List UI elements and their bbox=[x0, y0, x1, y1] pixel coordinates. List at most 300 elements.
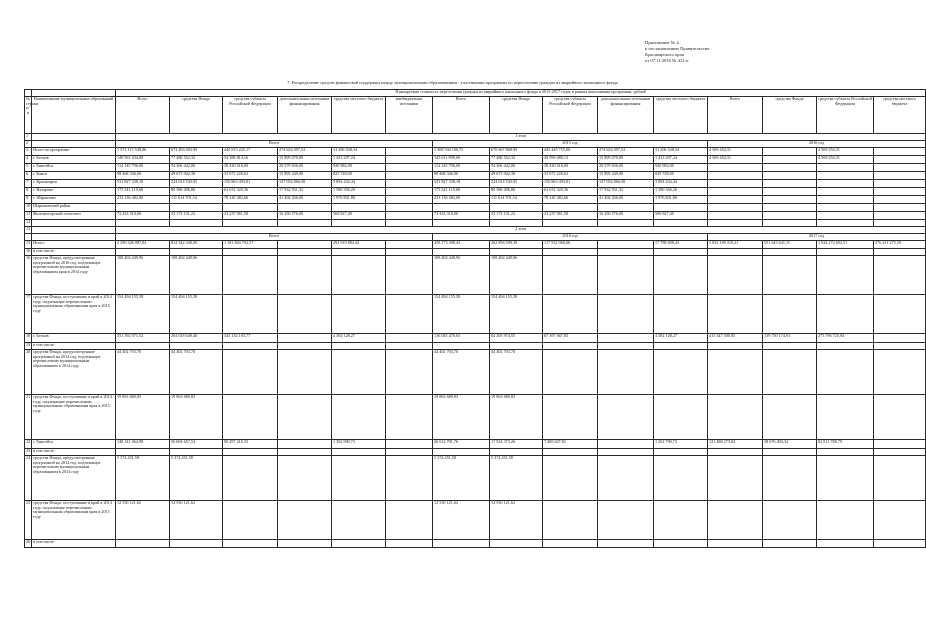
value-cell: 224 014 543,95 bbox=[170, 180, 223, 188]
value-cell: 275 796 725,94 bbox=[817, 334, 874, 343]
value-cell bbox=[386, 343, 433, 350]
table-row bbox=[25, 188, 926, 196]
value-cell: 54 306 442,00 bbox=[490, 164, 543, 172]
value-cell bbox=[543, 456, 598, 501]
row-number: 11 bbox=[25, 212, 32, 220]
value-cell: 156 863 493,81 bbox=[223, 180, 278, 188]
value-cell bbox=[278, 343, 332, 350]
value-cell: 63 631 320,36 bbox=[543, 188, 598, 196]
value-cell: 49 599 080,13 bbox=[543, 156, 598, 164]
table-row bbox=[25, 212, 926, 220]
value-cell: 82 811 788,79 bbox=[817, 440, 874, 449]
value-cell bbox=[598, 295, 654, 334]
group-year: 2016 год bbox=[708, 141, 926, 148]
value-cell bbox=[386, 212, 433, 220]
value-cell: 111 614 701,54 bbox=[170, 196, 223, 204]
value-cell: 1 976 831,80 bbox=[332, 196, 386, 204]
value-cell: 56 604 657,54 bbox=[170, 440, 223, 449]
value-cell: 26 612 791,76 bbox=[433, 440, 490, 449]
row-name: г. Бегнов bbox=[32, 334, 116, 343]
value-cell: 276 211 275,59 bbox=[874, 241, 926, 249]
value-cell bbox=[386, 256, 433, 295]
row-name: средства Фонда, поступившие в край в 2014 году, подлежащие перечислению муниципальным образованиям края в 2015 году bbox=[32, 295, 116, 334]
header-cell-name: Наименование муниципальных образований bbox=[32, 97, 116, 134]
row-number: 6 bbox=[25, 172, 32, 180]
value-cell: 147 054 866,50 bbox=[278, 180, 332, 188]
value-cell bbox=[763, 188, 817, 196]
value-cell: 41 404 436,00 bbox=[278, 196, 332, 204]
value-cell bbox=[654, 295, 708, 334]
value-cell: 17 932 931,32 bbox=[598, 188, 654, 196]
value-cell bbox=[543, 249, 598, 256]
value-cell: 49 673 942,38 bbox=[170, 172, 223, 180]
value-cell: 44 402 703,70 bbox=[433, 350, 490, 395]
row-number: 5 bbox=[25, 164, 32, 172]
header-cell: средства Фонда bbox=[170, 97, 223, 134]
value-cell bbox=[708, 540, 763, 548]
value-cell bbox=[598, 456, 654, 501]
value-cell bbox=[598, 256, 654, 295]
value-cell: 114 145 796,00 bbox=[116, 164, 170, 172]
value-cell bbox=[543, 449, 598, 456]
value-cell: 12 550 121,62 bbox=[170, 501, 223, 540]
table-cell bbox=[116, 220, 170, 227]
value-cell: 940 982,00 bbox=[332, 164, 386, 172]
value-cell: 80 396 496,80 bbox=[490, 188, 543, 196]
value-cell bbox=[386, 395, 433, 440]
value-cell: 49 673 942,38 bbox=[490, 172, 543, 180]
value-cell: 175 541 110,68 bbox=[433, 188, 490, 196]
value-cell: 440 815 225,17 bbox=[223, 148, 278, 156]
table-row bbox=[25, 501, 926, 540]
value-cell bbox=[332, 295, 386, 334]
table-row bbox=[25, 134, 926, 141]
value-cell: 139 750 174,91 bbox=[763, 334, 817, 343]
value-cell bbox=[278, 501, 332, 540]
value-cell bbox=[598, 440, 654, 449]
value-cell: 31 206 548,34 bbox=[332, 148, 386, 156]
value-cell bbox=[386, 350, 433, 395]
table-cell bbox=[598, 220, 654, 227]
value-cell bbox=[278, 256, 332, 295]
value-cell: 73 433 310,00 bbox=[433, 212, 490, 220]
value-cell bbox=[433, 540, 490, 548]
value-cell bbox=[708, 343, 763, 350]
value-cell: 121 488 273,04 bbox=[708, 440, 763, 449]
table-row bbox=[25, 343, 926, 350]
value-cell: 108 402 449,96 bbox=[170, 256, 223, 295]
table-row bbox=[25, 256, 926, 295]
table-row bbox=[25, 295, 926, 334]
table-row bbox=[25, 180, 926, 188]
value-cell bbox=[874, 164, 926, 172]
value-cell bbox=[223, 456, 278, 501]
value-cell bbox=[763, 449, 817, 456]
value-cell: 531 827 338,18 bbox=[433, 180, 490, 188]
row-name: средства Фонда, предусмотренные программой на 2016 год, подлежащие перечислению муниципальным образованиям края в 2014 году bbox=[32, 256, 116, 295]
value-cell bbox=[490, 540, 543, 548]
header-cell: средства субъекта Российской Федерации bbox=[817, 97, 874, 134]
row-name: Итого: bbox=[32, 241, 116, 249]
value-cell: 15 895 249,00 bbox=[598, 172, 654, 180]
value-cell: 90 297 416,33 bbox=[223, 440, 278, 449]
value-cell: 17 924 373,26 bbox=[490, 440, 543, 449]
table-row bbox=[25, 234, 926, 241]
limit-note: Планируемая стоимость переселения граждан из аварийного жилищного фонда в 2015-2017 годах в рамках выполнения программы, рублей bbox=[116, 90, 926, 97]
value-cell bbox=[223, 449, 278, 456]
value-cell bbox=[598, 343, 654, 350]
row-name: г. Енисейск bbox=[32, 440, 116, 449]
value-cell: 175 541 110,68 bbox=[116, 188, 170, 196]
value-cell bbox=[278, 334, 332, 343]
row-number: 1 bbox=[25, 134, 32, 141]
row-number: 9 bbox=[25, 196, 32, 204]
value-cell bbox=[817, 395, 874, 440]
value-cell bbox=[278, 440, 332, 449]
value-cell: 33 073 226,62 bbox=[223, 172, 278, 180]
value-cell: 1 580 356,20 bbox=[332, 188, 386, 196]
header-cell: средства субъекта Российской Федерации bbox=[223, 97, 278, 134]
row-number: 20 bbox=[25, 350, 32, 395]
value-cell bbox=[874, 540, 926, 548]
value-cell: 443 445 755,06 bbox=[543, 148, 598, 156]
value-cell bbox=[874, 343, 926, 350]
annex-line: к постановлению Правительства bbox=[645, 46, 709, 51]
value-cell: 16 450 576,00 bbox=[598, 212, 654, 220]
table-cell bbox=[654, 220, 708, 227]
value-cell bbox=[817, 180, 874, 188]
value-cell bbox=[598, 501, 654, 540]
value-cell: 38 320 616,00 bbox=[543, 164, 598, 172]
row-number: 3 bbox=[25, 148, 32, 156]
value-cell bbox=[874, 196, 926, 204]
group-total: Всего bbox=[116, 141, 433, 148]
value-cell bbox=[223, 501, 278, 540]
value-cell: 114 145 796,00 bbox=[433, 164, 490, 172]
value-cell bbox=[874, 256, 926, 295]
value-cell bbox=[817, 540, 874, 548]
value-cell bbox=[763, 212, 817, 220]
value-cell bbox=[598, 334, 654, 343]
table-row bbox=[25, 164, 926, 172]
header-cell: дополнительные источники финансирования bbox=[278, 97, 332, 134]
header-cell: средства местного бюджета bbox=[654, 97, 708, 134]
value-cell: 145 011 999,69 bbox=[433, 156, 490, 164]
value-cell: 20 579 656,00 bbox=[278, 164, 332, 172]
annex-line: от 07.11.2016 № 412-п bbox=[645, 58, 689, 63]
value-cell: 33 073 226,62 bbox=[543, 172, 598, 180]
value-cell: 98 468 346,00 bbox=[116, 172, 170, 180]
value-cell: 148 141 064,98 bbox=[116, 440, 170, 449]
value-cell bbox=[116, 540, 170, 548]
value-cell bbox=[874, 501, 926, 540]
value-cell bbox=[543, 395, 598, 440]
value-cell: 108 402 449,96 bbox=[433, 256, 490, 295]
value-cell bbox=[874, 440, 926, 449]
value-cell bbox=[332, 456, 386, 501]
value-cell bbox=[708, 350, 763, 395]
value-cell bbox=[763, 501, 817, 540]
value-cell: 44 402 703,70 bbox=[170, 350, 223, 395]
value-cell: 78 120 482,66 bbox=[223, 196, 278, 204]
table-row bbox=[25, 540, 926, 548]
row-name: средства Фонда, поступившие в край в 2014 году, подлежащие перечислению муниципальным образованиям края в 2015 году bbox=[32, 501, 116, 540]
header-cell: средства субъекта Российской Федерации bbox=[543, 97, 598, 134]
value-cell: 111 614 701,54 bbox=[490, 196, 543, 204]
value-cell: 15 899 070,00 bbox=[278, 156, 332, 164]
value-cell bbox=[763, 540, 817, 548]
value-cell bbox=[386, 501, 433, 540]
value-cell: 54 306 442,00 bbox=[170, 164, 223, 172]
value-cell bbox=[763, 249, 817, 256]
value-cell: 12 550 121,62 bbox=[433, 501, 490, 540]
value-cell: 415 347 500,85 bbox=[708, 334, 763, 343]
value-cell bbox=[874, 456, 926, 501]
value-cell: 77 488 552,32 bbox=[490, 156, 543, 164]
value-cell bbox=[386, 172, 433, 180]
value-cell bbox=[386, 440, 433, 449]
value-cell: 292 919 884,42 bbox=[332, 241, 386, 249]
value-cell bbox=[654, 501, 708, 540]
value-cell bbox=[654, 350, 708, 395]
value-cell: 1 976 831,80 bbox=[654, 196, 708, 204]
value-cell bbox=[598, 241, 654, 249]
value-cell bbox=[278, 241, 332, 249]
value-cell bbox=[763, 164, 817, 172]
funding-table bbox=[24, 89, 926, 548]
value-cell bbox=[817, 295, 874, 334]
value-cell: 73 433 310,00 bbox=[116, 212, 170, 220]
value-cell bbox=[817, 456, 874, 501]
annex-block bbox=[645, 40, 775, 64]
value-cell: 12 550 121,62 bbox=[116, 501, 170, 540]
value-cell bbox=[278, 295, 332, 334]
table-cell bbox=[223, 220, 278, 227]
value-cell bbox=[543, 343, 598, 350]
table-row bbox=[25, 156, 926, 164]
value-cell: 64 265 974,55 bbox=[490, 334, 543, 343]
table-row bbox=[25, 395, 926, 440]
value-cell bbox=[543, 295, 598, 334]
value-cell: 44 402 703,70 bbox=[116, 350, 170, 395]
value-cell bbox=[708, 449, 763, 456]
header-cell: Всего bbox=[433, 97, 490, 134]
value-cell bbox=[763, 204, 817, 212]
value-cell: 4 569 454,31 bbox=[817, 156, 874, 164]
row-name: Железногорский сельсовет bbox=[32, 212, 116, 220]
row-name: г. Назарово bbox=[32, 188, 116, 196]
value-cell: 154 494 155,58 bbox=[170, 295, 223, 334]
value-cell: 154 494 155,58 bbox=[116, 295, 170, 334]
value-cell bbox=[708, 501, 763, 540]
value-cell: 117 532 960,66 bbox=[543, 241, 598, 249]
value-cell bbox=[708, 180, 763, 188]
value-cell: 233 136 482,00 bbox=[433, 196, 490, 204]
value-cell: 262 856 599,38 bbox=[490, 241, 543, 249]
value-cell bbox=[817, 256, 874, 295]
value-cell bbox=[874, 334, 926, 343]
value-cell bbox=[708, 196, 763, 204]
value-cell: 5 374 451,58 bbox=[170, 456, 223, 501]
value-cell: 551 392 971,52 bbox=[116, 334, 170, 343]
table-cell bbox=[386, 220, 433, 227]
value-cell: 16 450 576,00 bbox=[278, 212, 332, 220]
group-year: 2015 год bbox=[433, 141, 708, 148]
row-number: 2 bbox=[25, 141, 32, 148]
value-cell bbox=[386, 249, 433, 256]
value-cell: 44 402 703,70 bbox=[490, 350, 543, 395]
table-cell bbox=[278, 220, 332, 227]
row-name bbox=[32, 134, 116, 141]
value-cell bbox=[332, 249, 386, 256]
value-cell bbox=[386, 164, 433, 172]
row-name bbox=[32, 227, 116, 234]
value-cell bbox=[763, 180, 817, 188]
value-cell bbox=[278, 449, 332, 456]
row-number: 22 bbox=[25, 440, 32, 449]
value-cell bbox=[763, 395, 817, 440]
value-cell bbox=[708, 164, 763, 172]
value-cell bbox=[386, 188, 433, 196]
value-cell bbox=[817, 172, 874, 180]
value-cell bbox=[223, 540, 278, 548]
table-row bbox=[25, 227, 926, 234]
table-row bbox=[25, 440, 926, 449]
value-cell bbox=[708, 456, 763, 501]
table-row bbox=[25, 204, 926, 212]
row-number: 23 bbox=[25, 449, 32, 456]
value-cell: 38 676 494,34 bbox=[763, 440, 817, 449]
table-heading: 7. Распределение средств финансовой поддержки между муниципальными образованиями - участниками программы по переселению граждан из аварийного жилищного фонда bbox=[287, 80, 618, 85]
group-year: 2017 год bbox=[708, 234, 926, 241]
row-name: г. Енисейск bbox=[32, 164, 116, 172]
value-cell bbox=[763, 172, 817, 180]
value-cell bbox=[874, 249, 926, 256]
row-name: средства Фонда, поступившие в край в 2014 году, подлежащие перечислению муниципальным образованиям края в 2015 году bbox=[32, 395, 116, 440]
header-cell: Всего bbox=[116, 97, 170, 134]
value-cell: 1 573 113 549,06 bbox=[116, 148, 170, 156]
row-name: Шарыповский район bbox=[32, 204, 116, 212]
row-name: г. Шарыпово bbox=[32, 196, 116, 204]
value-cell bbox=[654, 256, 708, 295]
value-cell bbox=[817, 249, 874, 256]
value-cell: 4 569 454,31 bbox=[817, 148, 874, 156]
value-cell: 569 827,40 bbox=[332, 212, 386, 220]
value-cell: 54 188 814,16 bbox=[223, 156, 278, 164]
value-cell: 4 302 128,27 bbox=[332, 334, 386, 343]
value-cell: 156 863 493,81 bbox=[543, 180, 598, 188]
row-number: 10 bbox=[25, 204, 32, 212]
value-cell bbox=[763, 295, 817, 334]
value-cell bbox=[278, 540, 332, 548]
row-name: г. Бегнов bbox=[32, 156, 116, 164]
value-cell bbox=[874, 204, 926, 212]
value-cell bbox=[332, 350, 386, 395]
table-row bbox=[25, 249, 926, 256]
value-cell bbox=[654, 456, 708, 501]
value-cell bbox=[386, 241, 433, 249]
value-cell bbox=[874, 350, 926, 395]
value-cell: 940 982,00 bbox=[654, 164, 708, 172]
value-cell bbox=[654, 395, 708, 440]
value-cell: 19 863 680,83 bbox=[170, 395, 223, 440]
value-cell: 531 827 338,18 bbox=[116, 180, 170, 188]
value-cell bbox=[223, 343, 278, 350]
value-cell bbox=[598, 540, 654, 548]
table-cell bbox=[817, 220, 874, 227]
value-cell bbox=[278, 350, 332, 395]
value-cell bbox=[874, 148, 926, 156]
value-cell bbox=[386, 456, 433, 501]
header-cell: средства Фонда bbox=[763, 97, 817, 134]
value-cell: 224 014 543,95 bbox=[490, 180, 543, 188]
value-cell: 2 290 326 987,84 bbox=[116, 241, 170, 249]
value-cell: 814 342 340,09 bbox=[170, 241, 223, 249]
value-cell: 12 550 121,62 bbox=[490, 501, 543, 540]
value-cell bbox=[874, 449, 926, 456]
value-cell: 19 863 680,83 bbox=[433, 395, 490, 440]
value-cell bbox=[817, 212, 874, 220]
value-cell: 204 018 649,46 bbox=[170, 334, 223, 343]
value-cell: 343 134 103,77 bbox=[223, 334, 278, 343]
row-number: 25 bbox=[25, 501, 32, 540]
value-cell: 98 468 346,00 bbox=[433, 172, 490, 180]
value-cell bbox=[654, 249, 708, 256]
value-cell: 33 172 131,22 bbox=[490, 212, 543, 220]
header-cell: средства Фонда bbox=[490, 97, 543, 134]
value-cell: 825 728,00 bbox=[654, 172, 708, 180]
value-cell bbox=[708, 256, 763, 295]
value-cell bbox=[708, 204, 763, 212]
row-number: 4 bbox=[25, 156, 32, 164]
row-name bbox=[32, 220, 116, 227]
row-name: Итого по программе bbox=[32, 148, 116, 156]
value-cell bbox=[598, 449, 654, 456]
table-cell bbox=[543, 220, 598, 227]
value-cell bbox=[763, 256, 817, 295]
value-cell: 19 863 680,83 bbox=[490, 395, 543, 440]
value-cell: 670 667 868,99 bbox=[490, 148, 543, 156]
value-cell bbox=[332, 501, 386, 540]
value-cell bbox=[708, 188, 763, 196]
value-cell: 1 302 990,73 bbox=[332, 440, 386, 449]
value-cell bbox=[386, 334, 433, 343]
value-cell: 1 580 356,20 bbox=[654, 188, 708, 196]
value-cell bbox=[708, 295, 763, 334]
value-cell: 108 402 449,96 bbox=[116, 256, 170, 295]
value-cell bbox=[817, 188, 874, 196]
row-name: в том числе: bbox=[32, 540, 116, 548]
value-cell: 673 403 003,99 bbox=[170, 148, 223, 156]
value-cell bbox=[763, 343, 817, 350]
value-cell: 5 374 451,58 bbox=[116, 456, 170, 501]
value-cell bbox=[386, 180, 433, 188]
value-cell bbox=[223, 295, 278, 334]
value-cell bbox=[817, 350, 874, 395]
row-name: в том числе: bbox=[32, 449, 116, 456]
value-cell: 31 206 548,34 bbox=[654, 148, 708, 156]
stage-title: 2 этап bbox=[116, 227, 926, 234]
table-cell bbox=[763, 220, 817, 227]
value-cell bbox=[598, 395, 654, 440]
value-cell bbox=[874, 212, 926, 220]
row-name: средства Фонда, предусмотренные программой на 2014 год, подлежащие перечислению муниципальным образованиям в 2014 году bbox=[32, 456, 116, 501]
annex-line: Приложение № 4 bbox=[645, 40, 679, 45]
value-cell: 154 494 155,58 bbox=[433, 295, 490, 334]
value-cell bbox=[386, 295, 433, 334]
header-cell: средства местного бюджета bbox=[332, 97, 386, 134]
value-cell bbox=[543, 501, 598, 540]
